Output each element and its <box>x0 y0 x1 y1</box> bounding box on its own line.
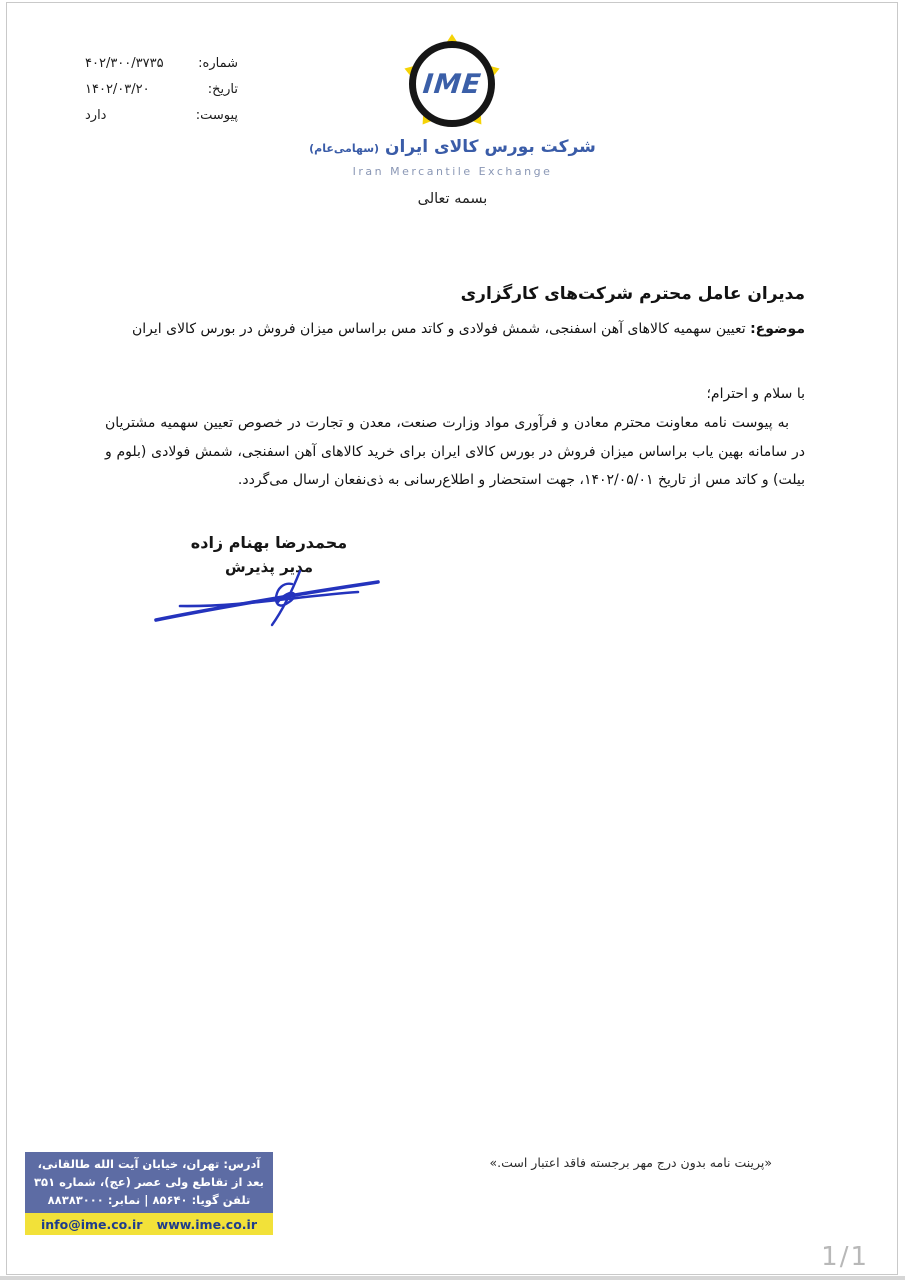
company-name-fa-main: شرکت بورس کالای ایران <box>384 137 596 157</box>
company-name-fa-suffix: (سهامی‌عام) <box>309 142 380 155</box>
address-line-3: تلفن گویا: ۸۵۶۴۰ | نمابر: ۸۸۳۸۳۰۰۰ <box>47 1193 251 1207</box>
letter-attachment-label: پیوست: <box>195 108 238 123</box>
letter-number-label: شماره: <box>198 56 238 71</box>
address-line-1: آدرس: تهران، خیابان آیت الله طالقانی، <box>37 1157 261 1171</box>
contact-links-bar <box>25 1213 273 1235</box>
company-name-fa <box>0 137 905 157</box>
letter-body <box>105 282 805 495</box>
subject-line <box>105 317 805 341</box>
recipient-heading: مدیران عامل محترم شرکت‌های کارگزاری <box>460 284 805 304</box>
letter-number-row <box>85 51 238 77</box>
body-paragraph: به پیوست نامه معاونت محترم معادن و فرآوری مواد وزارت صنعت، معدن و تجارت در خصوص تعیین سهمیه مشتریان در سامانه بهین یاب براساس میزان فروش در بورس کالای ایران برای خرید کالاهای آهن اسفنجی، شمش فولادی (بلوم و بیلت) و کاتد مس از تاریخ ۱۴۰۲/۰۵/۰۱، جهت استحضار و اطلاع‌رسانی به ذی‌نفعان ارسال می‌گردد. <box>105 415 805 488</box>
ime-logo-icon <box>404 36 500 132</box>
letter-date-row <box>85 77 238 103</box>
signatory-title: مدیر پذیرش <box>224 558 314 576</box>
contact-box <box>25 1152 273 1235</box>
bismillah-text: بسمه تعالی <box>417 191 488 207</box>
letterhead-meta <box>85 51 238 129</box>
logo-letters: IME <box>421 68 483 100</box>
bottom-edge-strip <box>0 1276 905 1280</box>
signature-block <box>148 533 390 576</box>
email-text: info@ime.co.ir <box>41 1216 143 1232</box>
letter-date-value: ۱۴۰۲/۰۳/۲۰ <box>85 82 150 97</box>
logo-ring <box>409 41 495 127</box>
address-line-2: بعد از تقاطع ولی عصر (عج)، شماره ۳۵۱ <box>34 1175 264 1189</box>
letter-attachment-value: دارد <box>85 108 107 123</box>
letter-attachment-row <box>85 103 238 129</box>
company-name-en: Iran Mercantile Exchange <box>352 165 553 178</box>
validity-note: «پرینت نامه بدون درج مهر برجسته فاقد اعتبار است.» <box>489 1155 772 1170</box>
letter-number-value: ۴۰۲/۳۰۰/۳۷۳۵ <box>85 56 164 71</box>
signatory-name: محمدرضا بهنام زاده <box>190 533 348 552</box>
subject-label: موضوع: <box>750 321 805 337</box>
contact-address <box>25 1152 273 1213</box>
salutation-text: با سلام و احترام؛ <box>706 386 805 402</box>
website-text: www.ime.co.ir <box>156 1216 257 1232</box>
subject-text: تعیین سهمیه کالاهای آهن اسفنجی، شمش فولادی و کاتد مس براساس میزان فروش در بورس کالای ایران <box>131 321 751 337</box>
letter-date-label: تاریخ: <box>207 82 238 97</box>
page-indicator: 1/1 <box>821 1242 869 1272</box>
